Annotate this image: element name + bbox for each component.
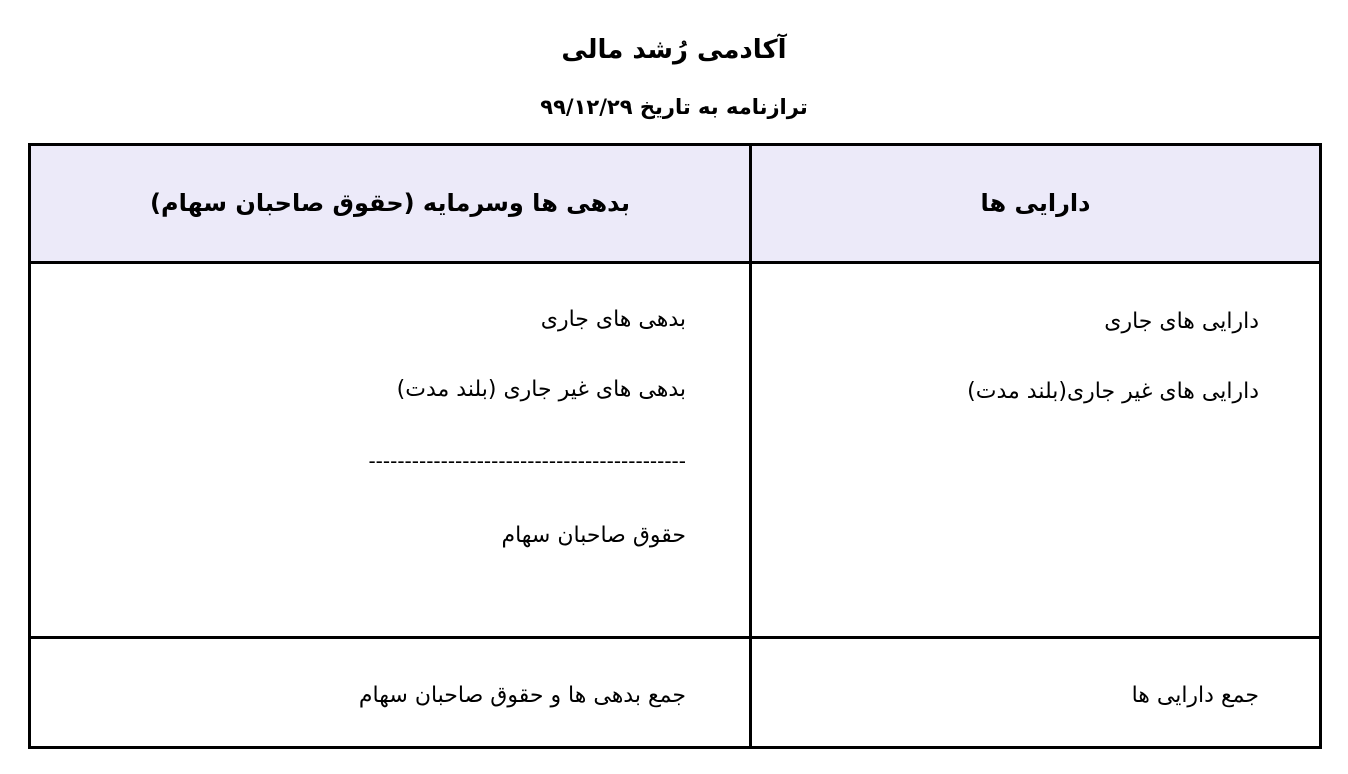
balance-sheet-table — [28, 143, 1322, 749]
total-liabilities-equity-label: جمع بدهی ها و حقوق صاحبان سهام — [358, 683, 686, 708]
liabilities-equity-header: بدهی ها وسرمایه (حقوق صاحبان سهام) — [150, 189, 630, 217]
current-assets-label: دارایی های جاری — [1104, 309, 1259, 334]
document-subtitle: ترازنامه به تاریخ ۹۹/۱۲/۲۹ — [540, 95, 808, 119]
total-assets-label: جمع دارایی ها — [1131, 683, 1259, 708]
equity-label: حقوق صاحبان سهام — [501, 523, 686, 548]
totals-divider — [31, 636, 1319, 639]
non-current-liabilities-label: بدهی های غیر جاری (بلند مدت) — [396, 377, 686, 402]
document-title: آکادمی رُشد مالی — [561, 35, 787, 65]
assets-header: دارایی ها — [980, 189, 1091, 217]
non-current-assets-label: دارایی های غیر جاری(بلند مدت) — [967, 379, 1259, 404]
current-liabilities-label: بدهی های جاری — [540, 307, 686, 332]
dashed-separator: -------------------------------------------- — [368, 449, 686, 473]
